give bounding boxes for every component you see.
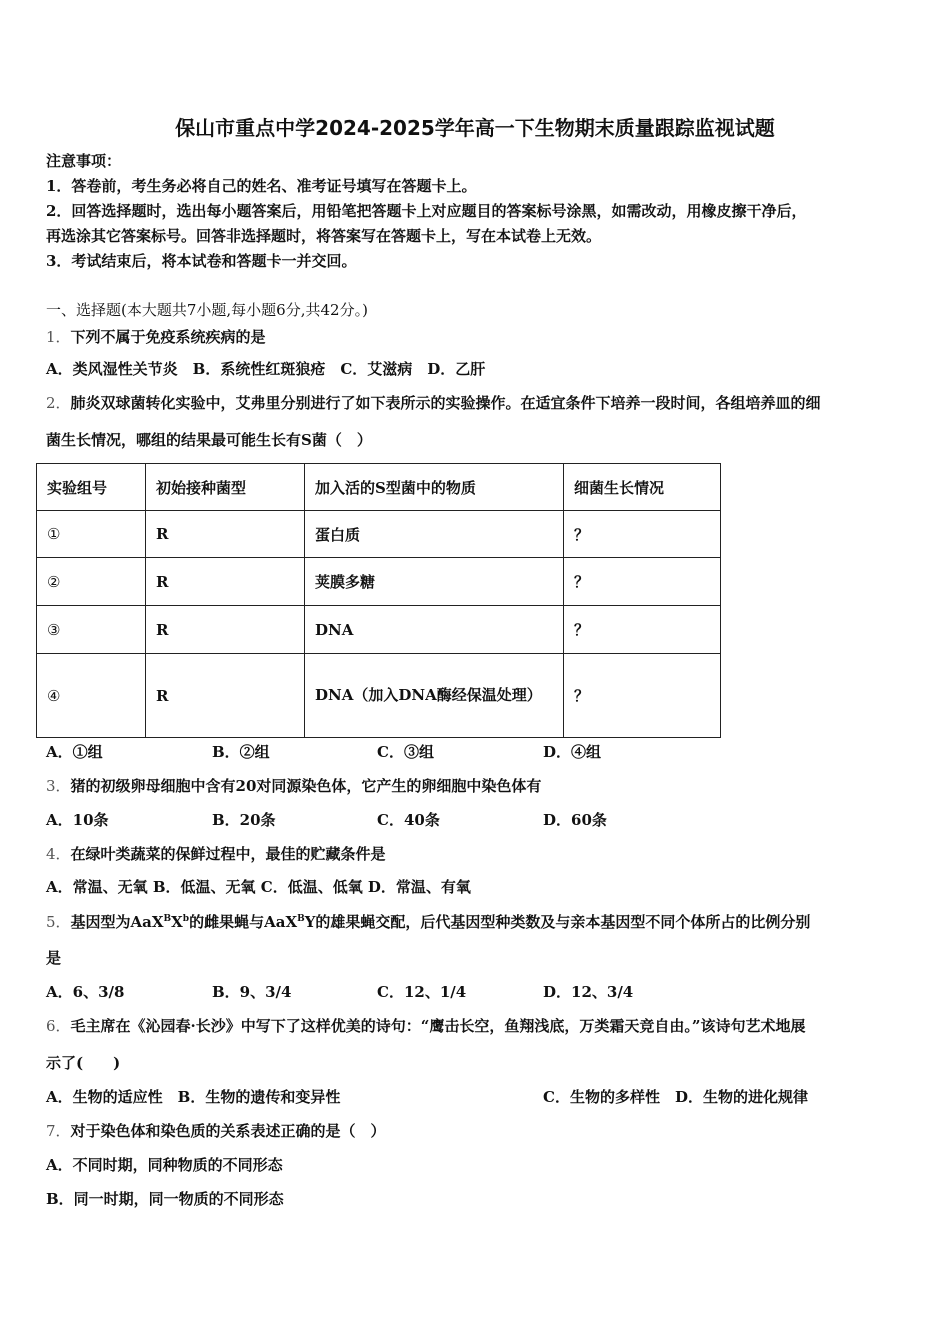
- table-cell: R: [146, 511, 305, 558]
- question-4: [46, 844, 386, 864]
- table-cell: 蛋白质: [305, 511, 564, 558]
- option-a: A．10条: [46, 811, 109, 829]
- section-heading: 一、选择题(本大题共7小题,每小题6分,共42分。): [46, 301, 368, 319]
- question-stem-continued: 是: [46, 949, 62, 967]
- question-5: [46, 912, 810, 932]
- option-d: D．④组: [543, 743, 602, 761]
- question-stem-continued: 菌生长情况，哪组的结果最可能生长有S菌（ ）: [46, 431, 372, 449]
- question-number: 7．: [46, 1122, 71, 1140]
- table-cell: ③: [37, 606, 146, 654]
- notice-item: 1．答卷前，考生务必将自己的姓名、准考证号填写在答题卡上。: [46, 177, 477, 195]
- question-stem: 对于染色体和染色质的关系表述正确的是（ ）: [70, 1122, 386, 1140]
- table-cell: DNA（加入DNA酶经保温处理）: [305, 654, 564, 738]
- question-6: [46, 1016, 806, 1036]
- superscript: B: [163, 914, 172, 924]
- question-stem: [71, 913, 811, 931]
- option-a: A．①组: [46, 743, 103, 761]
- question-number: 1．: [46, 328, 71, 346]
- option-b: B．同一时期，同一物质的不同形态: [46, 1190, 284, 1208]
- option-b: B．9、3/4: [212, 983, 292, 1001]
- table-cell: R: [146, 558, 305, 606]
- table-header-cell: 初始接种菌型: [146, 464, 305, 511]
- option-c: C．12、1/4: [377, 983, 467, 1001]
- question-stem: 毛主席在《沁园春·长沙》中写下了这样优美的诗句：“鹰击长空，鱼翔浅底，万类霜天竞自由。”该诗句艺术地展: [70, 1017, 806, 1035]
- stem-part: X: [171, 913, 183, 931]
- table-cell: ①: [37, 511, 146, 558]
- table-row: [37, 606, 721, 654]
- table-cell: ？: [564, 654, 721, 738]
- table-row: [37, 511, 721, 558]
- question-stem: 肺炎双球菌转化实验中，艾弗里分别进行了如下表所示的实验操作。在适宜条件下培养一段时间，各组培养皿的细: [70, 394, 821, 412]
- stem-part: Y的雄果蝇交配，后代基因型种类数及与亲本基因型不同个体所占的比例分别: [304, 913, 811, 931]
- question-stem: 在绿叶类蔬菜的保鲜过程中，最佳的贮藏条件是: [70, 845, 386, 863]
- option-a: A．6、3/8: [46, 983, 125, 1001]
- table-cell: ？: [564, 558, 721, 606]
- option-d: D．12、3/4: [543, 983, 634, 1001]
- question-number: 4．: [46, 845, 71, 863]
- question-number: 5．: [46, 913, 71, 931]
- question-number: 6．: [46, 1017, 71, 1035]
- option-b: B．20条: [212, 811, 276, 829]
- notice-item: 再选涂其它答案标号。回答非选择题时，将答案写在答题卡上，写在本试卷上无效。: [46, 227, 602, 245]
- table-cell: ？: [564, 511, 721, 558]
- table-cell: 荚膜多糖: [305, 558, 564, 606]
- question-7: [46, 1121, 386, 1141]
- table-cell: R: [146, 606, 305, 654]
- stem-part: 基因型为AaX: [70, 913, 164, 931]
- superscript: b: [182, 914, 190, 924]
- option-c: C．40条: [377, 811, 440, 829]
- notice-item: 2．回答选择题时，选出每小题答案后，用铅笔把答题卡上对应题目的答案标号涂黑，如需改动，用橡皮擦干净后，: [46, 202, 807, 220]
- table-cell: R: [146, 654, 305, 738]
- table-cell: DNA: [305, 606, 564, 654]
- table-header-row: [37, 464, 721, 511]
- question-stem: 下列不属于免疫系统疾病的是: [70, 328, 266, 346]
- experiment-table: [36, 463, 721, 738]
- question-2: [46, 393, 821, 413]
- question-number: 3．: [46, 777, 71, 795]
- question-3: [46, 776, 541, 796]
- q4-options: A．常温、无氧 B．低温、无氧 C．低温、低氧 D．常温、有氧: [46, 878, 471, 896]
- question-1: [46, 327, 266, 347]
- q1-options: A．类风湿性关节炎 B．系统性红斑狼疮 C．艾滋病 D．乙肝: [46, 360, 486, 378]
- page-title: 保山市重点中学2024-2025学年高一下生物期末质量跟踪监视试题: [175, 116, 775, 140]
- table-cell: ④: [37, 654, 146, 738]
- option-a-b: A．生物的适应性 B．生物的遗传和变异性: [46, 1088, 341, 1106]
- option-c-d: C．生物的多样性 D．生物的进化规律: [543, 1088, 808, 1106]
- notice-heading: 注意事项：: [46, 152, 122, 170]
- stem-part: 的雌果蝇与AaX: [189, 913, 298, 931]
- table-row: [37, 654, 721, 738]
- table-cell: ？: [564, 606, 721, 654]
- option-c: C．③组: [377, 743, 434, 761]
- option-d: D．60条: [543, 811, 607, 829]
- question-stem-continued: 示了( ): [46, 1054, 121, 1072]
- superscript: B: [297, 914, 305, 924]
- table-header-cell: 加入活的S型菌中的物质: [305, 464, 564, 511]
- option-a: A．不同时期，同种物质的不同形态: [46, 1156, 283, 1174]
- table-header-cell: 细菌生长情况: [564, 464, 721, 511]
- table-cell: ②: [37, 558, 146, 606]
- table-row: [37, 558, 721, 606]
- question-number: 2．: [46, 394, 71, 412]
- table-header-cell: 实验组号: [37, 464, 146, 511]
- question-stem: 猪的初级卵母细胞中含有20对同源染色体，它产生的卵细胞中染色体有: [70, 777, 542, 795]
- notice-item: 3．考试结束后，将本试卷和答题卡一并交回。: [46, 252, 357, 270]
- option-b: B．②组: [212, 743, 270, 761]
